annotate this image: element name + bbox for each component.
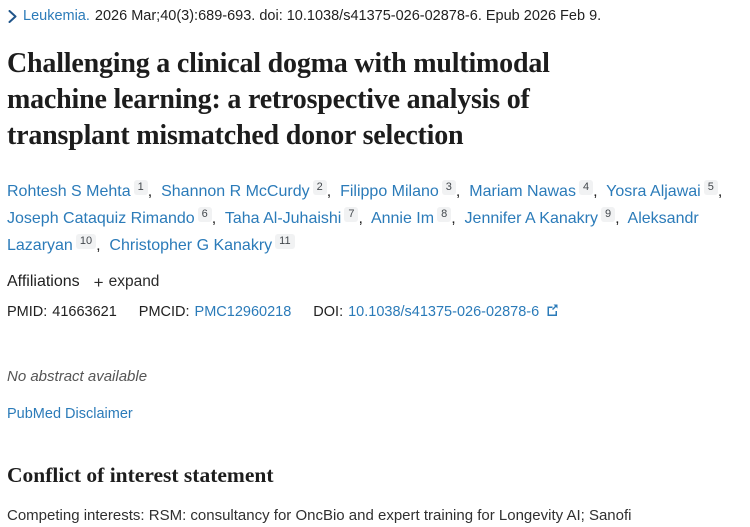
- author-link[interactable]: Rohtesh S Mehta: [7, 183, 131, 200]
- author-item: [371, 210, 465, 227]
- doi-link[interactable]: 10.1038/s41375-026-02878-6: [348, 303, 540, 320]
- affiliation-number[interactable]: 10: [76, 234, 96, 249]
- affiliation-number[interactable]: 1: [134, 180, 148, 195]
- citation-line: [7, 8, 740, 25]
- pmcid-link[interactable]: PMC12960218: [194, 303, 292, 320]
- author-link[interactable]: Jennifer A Kanakry: [464, 210, 598, 227]
- chevron-right-icon[interactable]: [7, 10, 18, 23]
- affiliation-number[interactable]: 3: [442, 180, 456, 195]
- author-link[interactable]: Shannon R McCurdy: [161, 183, 310, 200]
- author-item: [109, 237, 294, 254]
- author-link[interactable]: Mariam Nawas: [469, 183, 576, 200]
- no-abstract-text: No abstract available: [7, 368, 148, 385]
- citation-text: 2026 Mar;40(3):689-693. doi: 10.1038/s41375-026-02878-6. Epub 2026 Feb 9.: [94, 8, 602, 24]
- author-separator: ,: [211, 210, 225, 227]
- author-link[interactable]: Aleksandr Lazaryan: [7, 210, 699, 254]
- author-item: [225, 210, 371, 227]
- affiliation-number[interactable]: 5: [704, 180, 718, 195]
- author-item: [465, 210, 628, 227]
- author-item: [469, 183, 606, 200]
- affiliation-number[interactable]: 4: [579, 180, 593, 195]
- author-link[interactable]: Yosra Aljawai: [606, 183, 701, 200]
- author-link[interactable]: Taha Al-Juhaishi: [224, 210, 342, 227]
- author-separator: ,: [326, 183, 341, 200]
- author-separator: ,: [717, 183, 727, 200]
- author-link[interactable]: Annie Im: [370, 210, 435, 227]
- doi-group: [313, 303, 559, 320]
- affiliation-number[interactable]: 8: [437, 207, 451, 222]
- pmid-value: 41663621: [52, 303, 117, 320]
- pmcid-group: [139, 304, 292, 320]
- author-separator: ,: [615, 210, 628, 227]
- pmid-group: [7, 304, 117, 320]
- expand-affiliations-button[interactable]: [94, 273, 160, 291]
- author-separator: ,: [593, 183, 607, 200]
- affiliations-row: [7, 273, 740, 291]
- affiliation-number[interactable]: 2: [313, 180, 327, 195]
- author-item: [161, 183, 340, 200]
- author-item: [7, 210, 225, 227]
- author-link[interactable]: Filippo Milano: [340, 183, 439, 200]
- affiliation-number[interactable]: 11: [275, 234, 294, 249]
- author-list: [7, 178, 733, 259]
- affiliation-number[interactable]: 9: [601, 207, 615, 222]
- author-link[interactable]: Christopher G Kanakry: [109, 237, 273, 254]
- author-separator: ,: [455, 183, 470, 200]
- affiliation-number[interactable]: 6: [198, 207, 212, 222]
- author-separator: ,: [358, 210, 371, 227]
- article-title: Challenging a clinical dogma with multimodal machine learning: a retrospective analysis of transplant mismatched donor selection: [7, 48, 550, 151]
- author-item: [606, 183, 727, 200]
- pubmed-disclaimer-link[interactable]: PubMed Disclaimer: [7, 406, 133, 422]
- author-separator: ,: [147, 183, 162, 200]
- external-link-icon[interactable]: [546, 303, 559, 320]
- conflict-text: Competing interests: RSM: consultancy for OncBio and expert training for Longevity AI; Sanofi: [7, 507, 632, 524]
- author-link[interactable]: Joseph Cataquiz Rimando: [7, 210, 195, 227]
- journal-link[interactable]: Leukemia.: [23, 8, 90, 24]
- affiliations-label: Affiliations: [7, 273, 80, 290]
- conflict-heading: Conflict of interest statement: [7, 463, 274, 487]
- identifiers-row: [7, 303, 740, 320]
- author-separator: ,: [451, 210, 465, 227]
- pmcid-label: PMCID:: [138, 303, 190, 320]
- doi-label: DOI:: [313, 303, 344, 320]
- disclaimer-row: [7, 406, 740, 422]
- expand-label: expand: [108, 273, 160, 290]
- affiliation-number[interactable]: 7: [344, 207, 358, 222]
- author-item: [340, 183, 469, 200]
- author-item: [7, 183, 161, 200]
- plus-icon: +: [93, 272, 104, 292]
- pmid-label: PMID:: [7, 303, 48, 320]
- author-separator: ,: [96, 237, 110, 254]
